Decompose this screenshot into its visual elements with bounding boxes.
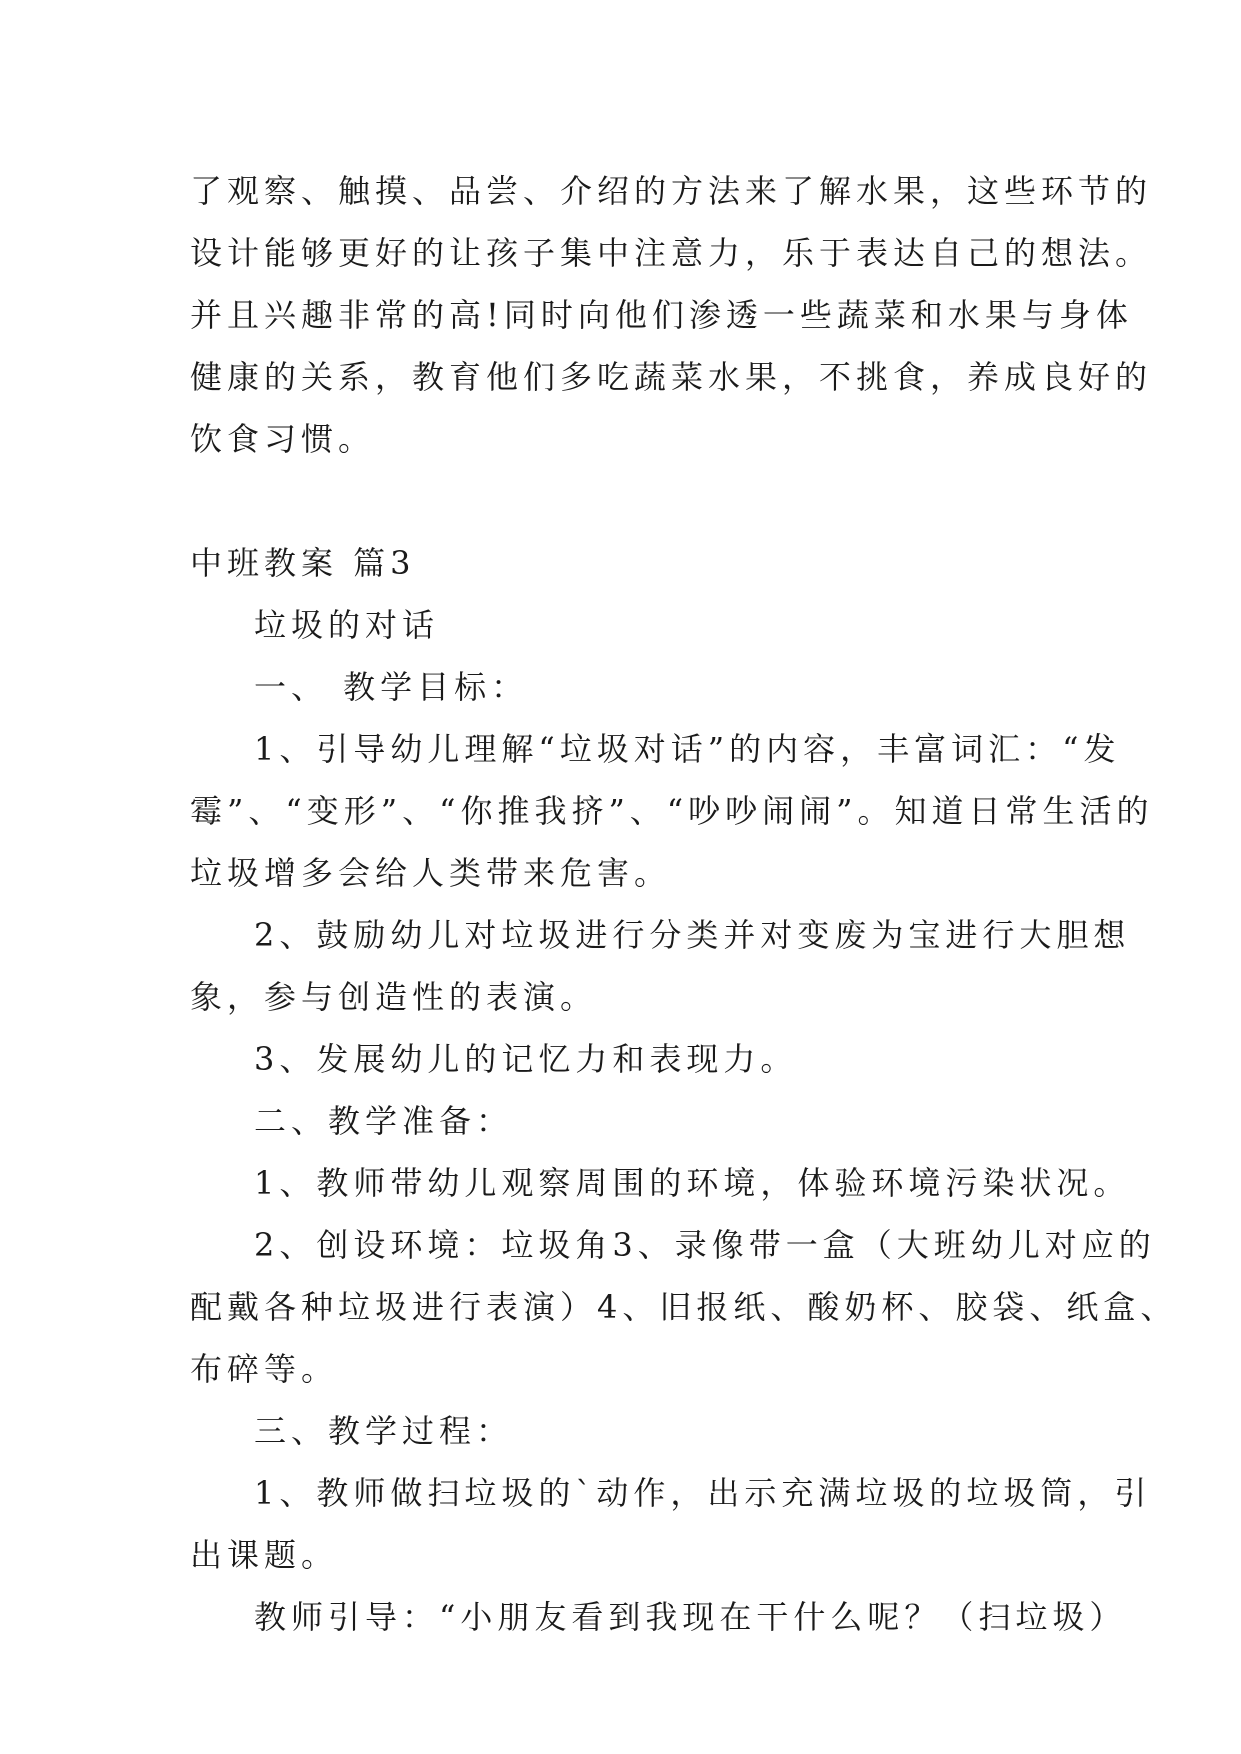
paragraph-line: 设计能够更好的让孩子集中注意力，乐于表达自己的想法。	[190, 234, 1153, 272]
lesson-title: 垃圾的对话	[254, 606, 440, 644]
paragraph-line: 饮食习惯。	[190, 420, 376, 458]
teacher-prompt-line: 教师引导：“小朋友看到我现在干什么呢？（扫垃圾）	[254, 1598, 1127, 1636]
process-1-line: 1、教师做扫垃圾的`动作，出示充满垃圾的垃圾筒，引	[254, 1474, 1152, 1512]
goal-1-line: 垃圾增多会给人类带来危害。	[190, 854, 672, 892]
prep-2-line: 布碎等。	[190, 1350, 339, 1388]
goals-heading: 一、 教学目标：	[254, 668, 529, 706]
paragraph-line: 了观察、触摸、品尝、介绍的方法来了解水果，这些环节的	[190, 172, 1153, 210]
prep-2-line: 配戴各种垃圾进行表演）4、旧报纸、酸奶杯、胶袋、纸盒、	[190, 1288, 1178, 1326]
paragraph-line: 健康的关系，教育他们多吃蔬菜水果，不挑食，养成良好的	[190, 358, 1153, 396]
goal-3-line: 3、发展幼儿的记忆力和表现力。	[254, 1040, 798, 1078]
goal-1-line: 霉”、“变形”、“你推我挤”、“吵吵闹闹”。知道日常生活的	[190, 792, 1154, 830]
prep-1-line: 1、教师带幼儿观察周围的环境，体验环境污染状况。	[254, 1164, 1131, 1202]
prep-heading: 二、教学准备：	[254, 1102, 514, 1140]
process-1-line: 出课题。	[190, 1536, 339, 1574]
goal-2-line: 象，参与创造性的表演。	[190, 978, 598, 1016]
goal-2-line: 2、鼓励幼儿对垃圾进行分类并对变废为宝进行大胆想	[254, 916, 1131, 954]
section-heading: 中班教案 篇3	[190, 544, 416, 582]
process-heading: 三、教学过程：	[254, 1412, 514, 1450]
section-spacer	[190, 470, 1070, 532]
document-page	[190, 160, 1178, 1648]
paragraph-line: 并且兴趣非常的高!同时向他们渗透一些蔬菜和水果与身体	[190, 296, 1133, 334]
goal-1-line: 1、引导幼儿理解“垃圾对话”的内容，丰富词汇：“发	[254, 730, 1121, 768]
prep-2-line: 2、创设环境：垃圾角3、录像带一盒（大班幼儿对应的	[254, 1226, 1156, 1264]
